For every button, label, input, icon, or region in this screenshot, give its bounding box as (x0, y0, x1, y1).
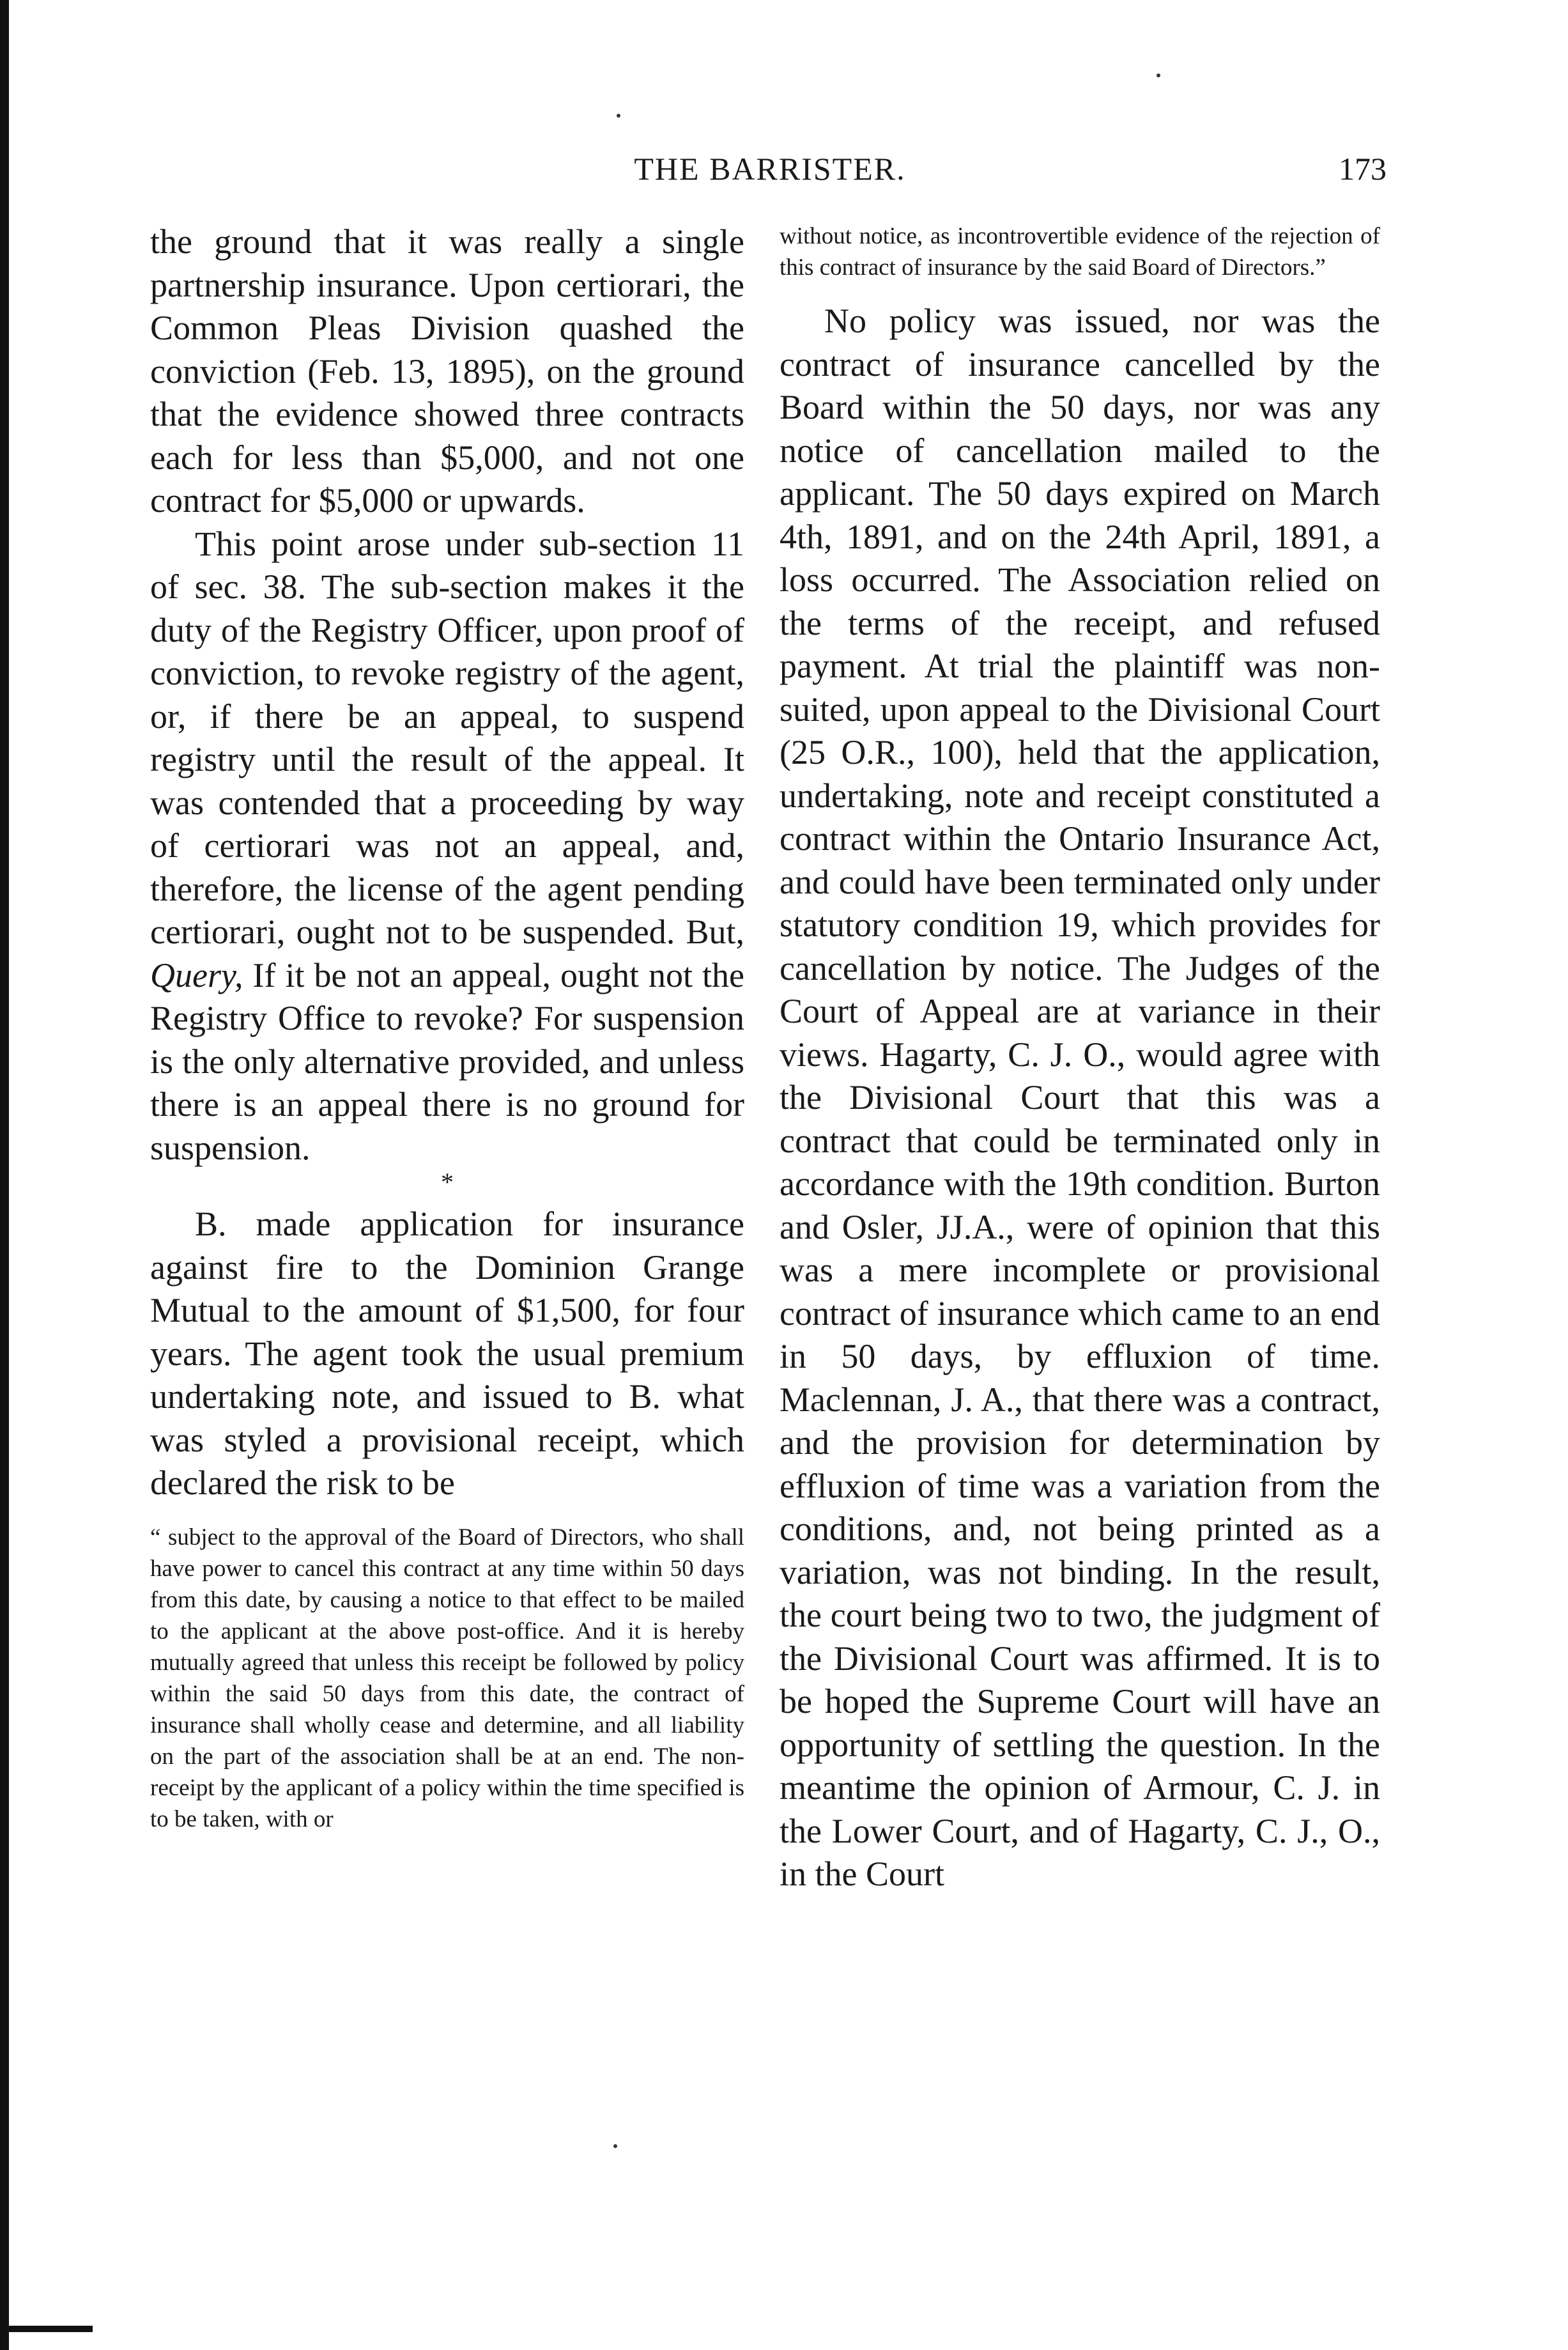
page-header (153, 150, 1387, 201)
paragraph-policy: No policy was issued, nor was the contract of insurance cancelled by the Board within the 50 days, nor was any notice of cancellation mailed to the applicant. The 50 days expired on March 4th, 1891, and on the 24th April, 1891, a loss occurred. The Association relied on the terms of the receipt, and refused payment. At trial the plaintiff was non-suited, upon appeal to the Divisional Court (25 O.R., 100), held that the application, undertaking, note and receipt constituted a contract within the Ontario Insurance Act, and could have been terminated only under statutory condition 19, which provides for cancellation by notice. The Judges of the Court of Appeal are at variance in their views. Hagarty, C. J. O., would agree with the Divisional Court that this was a contract that could be terminated only in accordance with the 19th condition. Burton and Osler, JJ.A., were of opinion that this was a mere incomplete or provisional contract of insurance which came to an end in 50 days, by effluxion of time. Maclennan, J. A., that there was a contract, and the provision for determination by effluxion of time was a variation from the conditions, and, not being printed as a variation, was not binding. In the result, the court being two to two, the judgment of the Divisional Court was affirmed. It is to be hoped the Supreme Court will have an opportunity of settling the question. In the meantime the opinion of Armour, C. J. in the Lower Court, and of Hagarty, C. J., O., in the Court (780, 302, 1380, 1893)
running-title: THE BARRISTER. (634, 151, 906, 187)
page-number: 173 (1339, 151, 1387, 187)
receipt-quotation-continued: without notice, as incontrovertible evidence of the rejection of this contract of insurance by the said Board of Directors.” (780, 223, 1380, 281)
left-column (150, 220, 744, 1835)
paragraph-registry-text-a: This point arose under sub-section 11 of sec. 38. The sub-section makes it the duty of the Registry Officer, upon proof of conviction, to revoke registry of the agent, or, if there be an appeal, to suspend registry until the result of the appeal. It was contended that a proceeding by way of certiorari was not an appeal, and, therefore, the license of the agent pending certiorari, ought not to be suspended. But, (150, 524, 744, 951)
section-separator: * (441, 1168, 454, 1196)
query-emphasis: Query, (150, 955, 243, 994)
paragraph-registry-text-b: If it be not an appeal, ought not the Registry Office to revoke? For suspension is the only alternative provided, and unless there is an appeal there is no ground for suspension. (150, 955, 745, 1167)
paragraph-registry (150, 523, 744, 1170)
paragraph-application: B. made application for insurance against fire to the Dominion Grange Mutual to the amount of $1,500, for four years. The agent took the usual premium undertaking note, and issued to B. what was styled a provisional receipt, which declared the risk to be (150, 1205, 744, 1502)
ink-speck (1157, 73, 1160, 77)
paragraph-conviction: the ground that it was really a single partnership insurance. Upon certiorari, the Common Pleas Division quashed the conviction (Feb. 13, 1895), on the ground that the evidence showed three contracts each for less than $5,000, and not one contract for $5,000 or upwards. (150, 222, 744, 520)
right-column (780, 220, 1380, 1896)
binding-edge (0, 0, 9, 2350)
ink-speck (617, 114, 620, 118)
corner-rule (0, 2326, 93, 2332)
receipt-quotation: “ subject to the approval of the Board of Directors, who shall have power to cancel this contract at any time within 50 days from this date, by causing a notice to that effect to be mailed to the applicant at the above post-office. And it is hereby mutually agreed that unless this receipt be followed by policy within the said 50 days from this date, the contract of insurance shall wholly cease and determine, and all liability on the part of the association shall be at an end. The non-receipt by the applicant of a policy within the time specified is to be taken, with or (150, 1524, 744, 1832)
ink-speck (613, 2144, 617, 2148)
